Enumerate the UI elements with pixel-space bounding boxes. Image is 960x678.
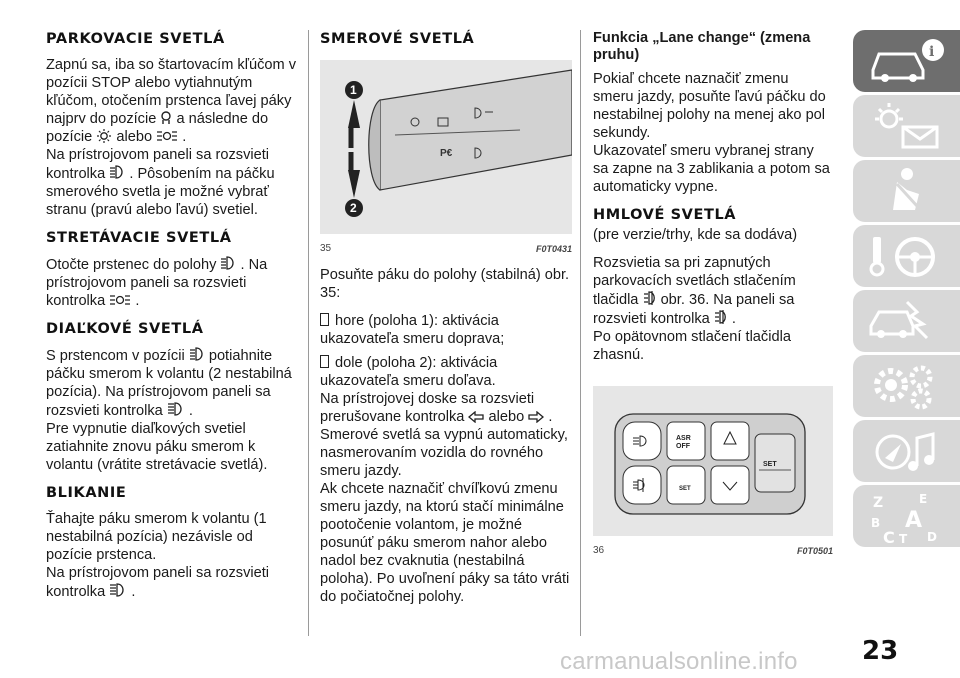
page-number: 23 [862,636,899,666]
text-segment: Na prístrojovej doske sa rozsvieti prerušovane kontrolka [320,391,535,425]
index-letters-icon [867,491,947,547]
heading-fog-lights: HMLOVÉ SVETLÁ [593,207,737,223]
text-segment: . [182,129,187,145]
turn-text [320,390,572,606]
text-segment: nestabilná pozícia) nezávisle od pozície prstenca. [46,529,253,563]
switch-panel-illustration [593,386,833,536]
text-segment: Smerové svetlá sa vypnú automaticky, nasmerovaním vozidla do rovného smeru jazdy. [320,427,568,479]
text-segment: alebo [488,409,525,425]
side-lights-icon [109,293,131,307]
tab-multimedia[interactable] [853,420,960,482]
fog-light-icon [714,309,728,325]
turn-right-arrow-icon [528,411,544,423]
text-segment: Pokiaľ chcete naznačiť zmenu smeru jazdy, posuňte ľavú páčku do nestabilnej polohy na menej ako pol sekundy. [593,71,826,141]
text-segment: Zapnú sa, iba so štartovacím kľúčom v pozícii STOP alebo vytiahnutým kľúčom, otočením prstenca ľavej páky najprv do pozície [46,57,297,127]
text-segment: Na prístrojovom paneli sa rozsvieti kontrolka [46,147,270,182]
high-beam-icon [109,582,127,598]
svg-text:i: i [929,44,935,60]
svg-text:P€: P€ [440,148,453,159]
figure-number: 35 [320,243,332,254]
asr-label: ASR [676,435,691,442]
figure-35-caption [320,240,572,258]
sun-lights-icon [96,129,112,143]
text-segment: . [548,409,553,425]
low-beam-text [46,255,298,310]
set-small-label: SET [679,486,691,492]
heading-flashing: BLIKANIE [46,485,127,501]
column-middle [320,30,572,616]
set-label: SET [763,461,777,468]
index-letter: A [905,508,923,533]
tab-safety[interactable] [853,160,960,222]
column-divider [308,30,309,636]
lever-position-2-label: 2 [350,201,357,215]
watermark: carmanualsonline.info [560,648,798,675]
tab-maintenance[interactable] [853,355,960,417]
tab-emergency[interactable] [853,290,960,352]
bullet-icon [320,355,329,368]
warning-lights-icon [867,101,947,151]
low-beam-icon [109,164,125,180]
index-letter: Z [873,495,884,511]
low-beam-icon [220,255,236,271]
lever-position-1-label: 1 [350,83,357,97]
text-segment: . Na prístrojovom paneli sa rozsvieti kontrolka [46,257,268,309]
heading-parking-lights: PARKOVACIE SVETLÁ [46,31,225,47]
heading-low-beam: STRETÁVACIE SVETLÁ [46,230,232,246]
index-letter: T [899,532,908,546]
text-segment: Pre vypnutie diaľkových svetiel zatiahnite znovu páku smerom k volantu (vrátite stretávacie svetlá). [46,421,268,473]
heading-lane-change: Funkcia „Lane change“ (zmena pruhu) [593,30,811,63]
high-beam-icon [167,401,185,417]
key-steering-icon [867,231,947,281]
crash-icon [867,296,947,346]
figure-36-switch-panel [593,386,833,536]
turn-bullet-down [320,354,572,390]
text-segment: obr. 36. Na paneli sa rozsvieti kontrolka [593,292,795,327]
flashing-text [46,510,298,601]
text-segment: potiahnite páčku smerom k volantu (2 [46,348,273,382]
text-segment: dole (poloha 2): aktivácia ukazovateľa smeru doľava. [320,355,498,389]
heading-turn-signals: SMEROVÉ SVETLÁ [320,31,475,47]
text-segment: . Pôsobením na páčku smerového svetla je možné vybrať stranu (pravú alebo ľavú) svetiel. [46,166,275,218]
lane-change-text [593,70,833,196]
ring-position-icon [160,111,172,125]
text-segment: . [131,584,136,600]
asr-off-label: OFF [676,443,690,450]
text-segment: Otočte prstenec do polohy [46,257,217,273]
turn-intro: Posuňte páku do polohy (stabilná) obr. 35: [320,267,570,301]
text-segment: a následne do pozície [46,111,269,145]
index-letter: C [883,528,895,547]
tab-car-info[interactable] [853,30,960,92]
index-letter: D [927,530,937,544]
text-segment: . [188,403,193,419]
fog-light-icon [643,290,657,306]
car-info-icon [867,36,947,86]
text-segment: Ak chcete naznačiť chvíľkovú zmenu smeru jazdy, na ktorú stačí minimálne pootočenie volantom, je možné posunúť páku smerom nahor alebo nadol bez cvaknutia (nestabilná poloha). Po uvoľnení páky sa táto vráti do počiatočnej polohy. [320,481,570,605]
text-segment: Ťahajte páku smerom k volantu (1 [46,511,267,527]
tab-index[interactable] [853,485,960,547]
side-lights-icon [156,129,178,143]
turn-bullet-up [320,312,572,348]
high-beam-text [46,346,298,474]
figure-35-lever [320,60,572,234]
text-segment: Ukazovateľ smeru vybranej strany sa zapne na 3 zablikania a potom sa automaticky vypne. [593,143,830,195]
figure-code: F0T0501 [796,546,833,556]
figure-number: 36 [593,545,605,556]
column-right [593,30,833,568]
bullet-icon [320,313,329,326]
music-nav-icon [867,426,947,476]
fog-subtitle: (pre verzie/trhy, kde sa dodáva) [593,227,798,243]
text-segment: S prstencom v pozícii [46,348,185,364]
heading-high-beam: DIAĽKOVÉ SVETLÁ [46,321,204,337]
lever-illustration [320,60,572,234]
parking-lights-text [46,56,298,219]
fog-text [593,254,833,364]
seat-safety-icon [867,166,947,216]
figure-36-caption [593,542,833,560]
tab-starting-driving[interactable] [853,225,960,287]
index-letter: B [871,516,881,530]
text-segment: . [731,311,736,327]
figure-code: F0T0431 [535,244,572,254]
text-segment: alebo [116,129,153,145]
gears-icon [867,361,947,411]
low-beam-icon [189,346,205,362]
index-letter: E [919,492,928,506]
text-segment: Rozsvietia sa pri zapnutých parkovacích svetlách stlačením tlačidla [593,255,796,308]
text-segment: nestabilná pozícia). Na prístrojovom paneli sa rozsvieti kontrolka [46,366,292,419]
column-divider [580,30,581,636]
text-segment: hore (poloha 1): aktivácia ukazovateľa smeru doprava; [320,313,505,347]
turn-left-arrow-icon [468,411,484,423]
text-segment: . [135,293,140,309]
text-segment: Po opätovnom stlačení tlačidla zhasnú. [593,329,791,363]
text-segment: Na prístrojovom paneli sa rozsvieti kontrolka [46,565,270,600]
tab-warning-lights[interactable] [853,95,960,157]
chapter-tabs [853,30,960,550]
column-left [46,30,298,611]
